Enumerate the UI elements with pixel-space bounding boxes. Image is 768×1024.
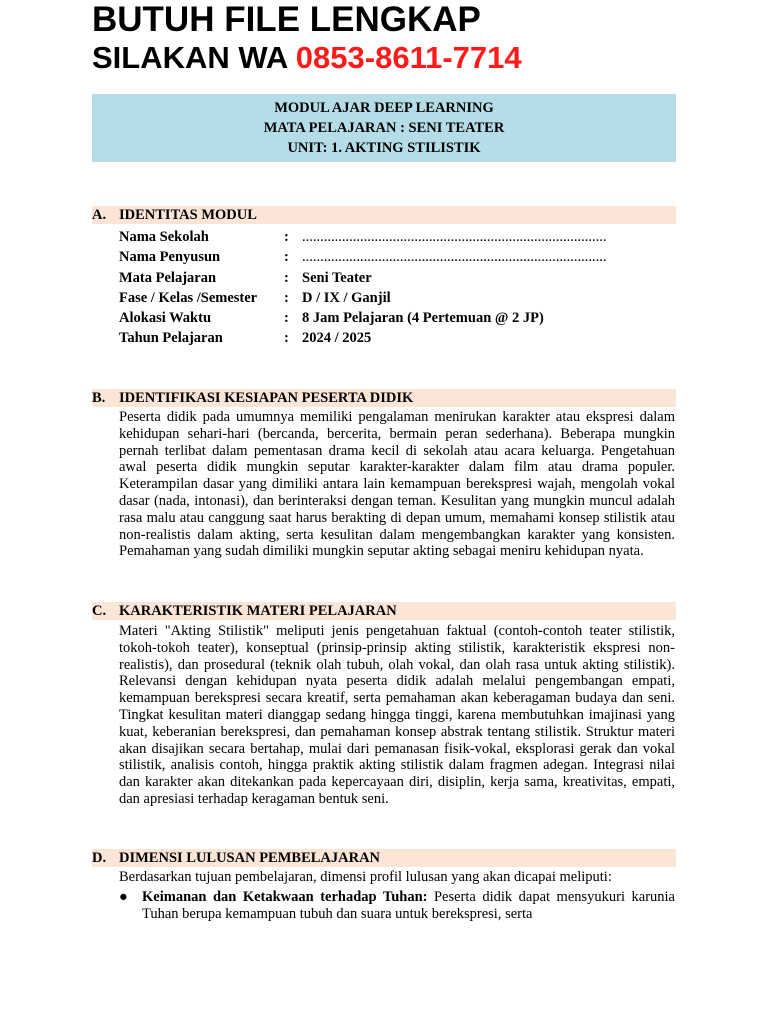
identity-value: D / IX / Ganjil — [302, 289, 391, 306]
identity-label: Fase / Kelas /Semester — [119, 289, 258, 306]
section-d-heading — [92, 849, 676, 867]
identity-colon: : — [284, 310, 289, 327]
identity-colon: : — [284, 330, 289, 347]
promo-headline: BUTUH FILE LENGKAP — [92, 0, 481, 39]
promo-contact-prefix: SILAKAN WA — [92, 40, 296, 75]
section-d-letter: D. — [92, 850, 107, 866]
section-b-letter: B. — [92, 390, 106, 406]
section-b-heading — [92, 389, 676, 407]
section-b-paragraph: Peserta didik pada umumnya memiliki pengalaman menirukan karakter atau ekspresi dalam kehidupan sehari-hari (bercanda, bercerita, bermain peran sederhana). Beberapa mungkin pernah terlibat dalam pementasan drama kecil di sekolah atau acara keluarga. Pengetahuan awal peserta didik mungkin seputar karakter-karakter dalam film atau drama populer. Keterampilan dasar yang dimiliki antara lain kemampuan berekspresi wajah, mengolah vokal dasar (nada, intonasi), dan berinteraksi dengan teman. Kesulitan yang mungkin muncul adalah rasa malu atau canggung saat harus berakting di depan umum, memahami konsep stilistik atau non-realistis dalam akting, serta kesulitan dalam mengembangkan karakter yang konsisten. Pemahaman yang sudah dimiliki mungkin seputar akting sebagai meniru kehidupan nyata. — [119, 409, 675, 560]
section-a-letter: A. — [92, 207, 107, 223]
identity-value: .................................................................................... — [302, 249, 607, 266]
bullet-dot-icon: ● — [119, 889, 128, 905]
identity-label: Nama Penyusun — [119, 249, 221, 266]
section-c-title: KARAKTERISTIK MATERI PELAJARAN — [119, 603, 397, 619]
subject-title: MATA PELAJARAN : SENI TEATER — [263, 120, 505, 136]
section-b-title: IDENTIFIKASI KESIAPAN PESERTA DIDIK — [119, 390, 414, 406]
promo-phone-number: 0853-8611-7714 — [295, 40, 522, 75]
module-title-box — [92, 94, 676, 162]
section-c-heading — [92, 602, 676, 620]
list-item — [119, 889, 675, 923]
promo-contact-line — [92, 40, 522, 76]
list-item-text — [142, 889, 675, 923]
identity-value: .................................................................................... — [302, 229, 607, 245]
list-item-body: Peserta didik dapat mensyukuri karunia Tuhan berupa kemampuan tubuh dan suara untuk berekspresi, serta — [142, 889, 675, 922]
identity-value: 2024 / 2025 — [302, 330, 372, 347]
identity-colon: : — [284, 289, 289, 306]
identity-value: 8 Jam Pelajaran (4 Pertemuan @ 2 JP) — [302, 310, 544, 327]
section-a-title: IDENTITAS MODUL — [119, 207, 257, 223]
list-item-title: Keimanan dan Ketakwaan terhadap Tuhan: — [142, 889, 428, 905]
identity-colon: : — [284, 249, 289, 266]
identity-label: Alokasi Waktu — [119, 310, 212, 327]
section-c-letter: C. — [92, 603, 107, 619]
identity-label: Tahun Pelajaran — [119, 330, 223, 347]
section-d-title: DIMENSI LULUSAN PEMBELAJARAN — [119, 850, 381, 866]
identity-label: Nama Sekolah — [119, 229, 209, 245]
section-d-intro: Berdasarkan tujuan pembelajaran, dimensi profil lulusan yang akan dicapai meliputi: — [119, 869, 612, 885]
identity-value: Seni Teater — [302, 269, 372, 286]
identity-colon: : — [284, 269, 289, 286]
unit-title: UNIT: 1. AKTING STILISTIK — [287, 140, 481, 156]
module-title: MODUL AJAR DEEP LEARNING — [274, 100, 494, 116]
section-a-heading — [92, 206, 676, 224]
identity-label: Mata Pelajaran — [119, 269, 217, 286]
section-c-paragraph: Materi "Akting Stilistik" meliputi jenis pengetahuan faktual (contoh-contoh teater stilistik, tokoh-tokoh teater), konseptual (prinsip-prinsip akting stilistik, karakteristik ekspresi non-realistis), dan prosedural (teknik olah tubuh, olah vokal, dan olah rasa untuk akting stilistik). Relevansi dengan kehidupan nyata peserta didik adalah melalui pengembangan empati, kemampuan berekspresi secara kreatif, serta pemahaman akan keberagaman budaya dan seni. Tingkat kesulitan materi dianggap sedang hingga tinggi, karena membutuhkan imajinasi yang kuat, keberanian berekspresi, dan pemahaman konsep abstrak tentang stilistik. Struktur materi akan disajikan secara bertahap, mulai dari pemanasan fisik-vokal, eksplorasi gerak dan vokal stilistik, analisis contoh, hingga praktik akting stilistik dalam fragmen adegan. Integrasi nilai dan karakter akan ditekankan pada kepercayaan diri, disiplin, kerja sama, kreativitas, empati, dan apresiasi terhadap keragaman bentuk seni. — [119, 623, 675, 807]
identity-colon: : — [284, 229, 289, 245]
